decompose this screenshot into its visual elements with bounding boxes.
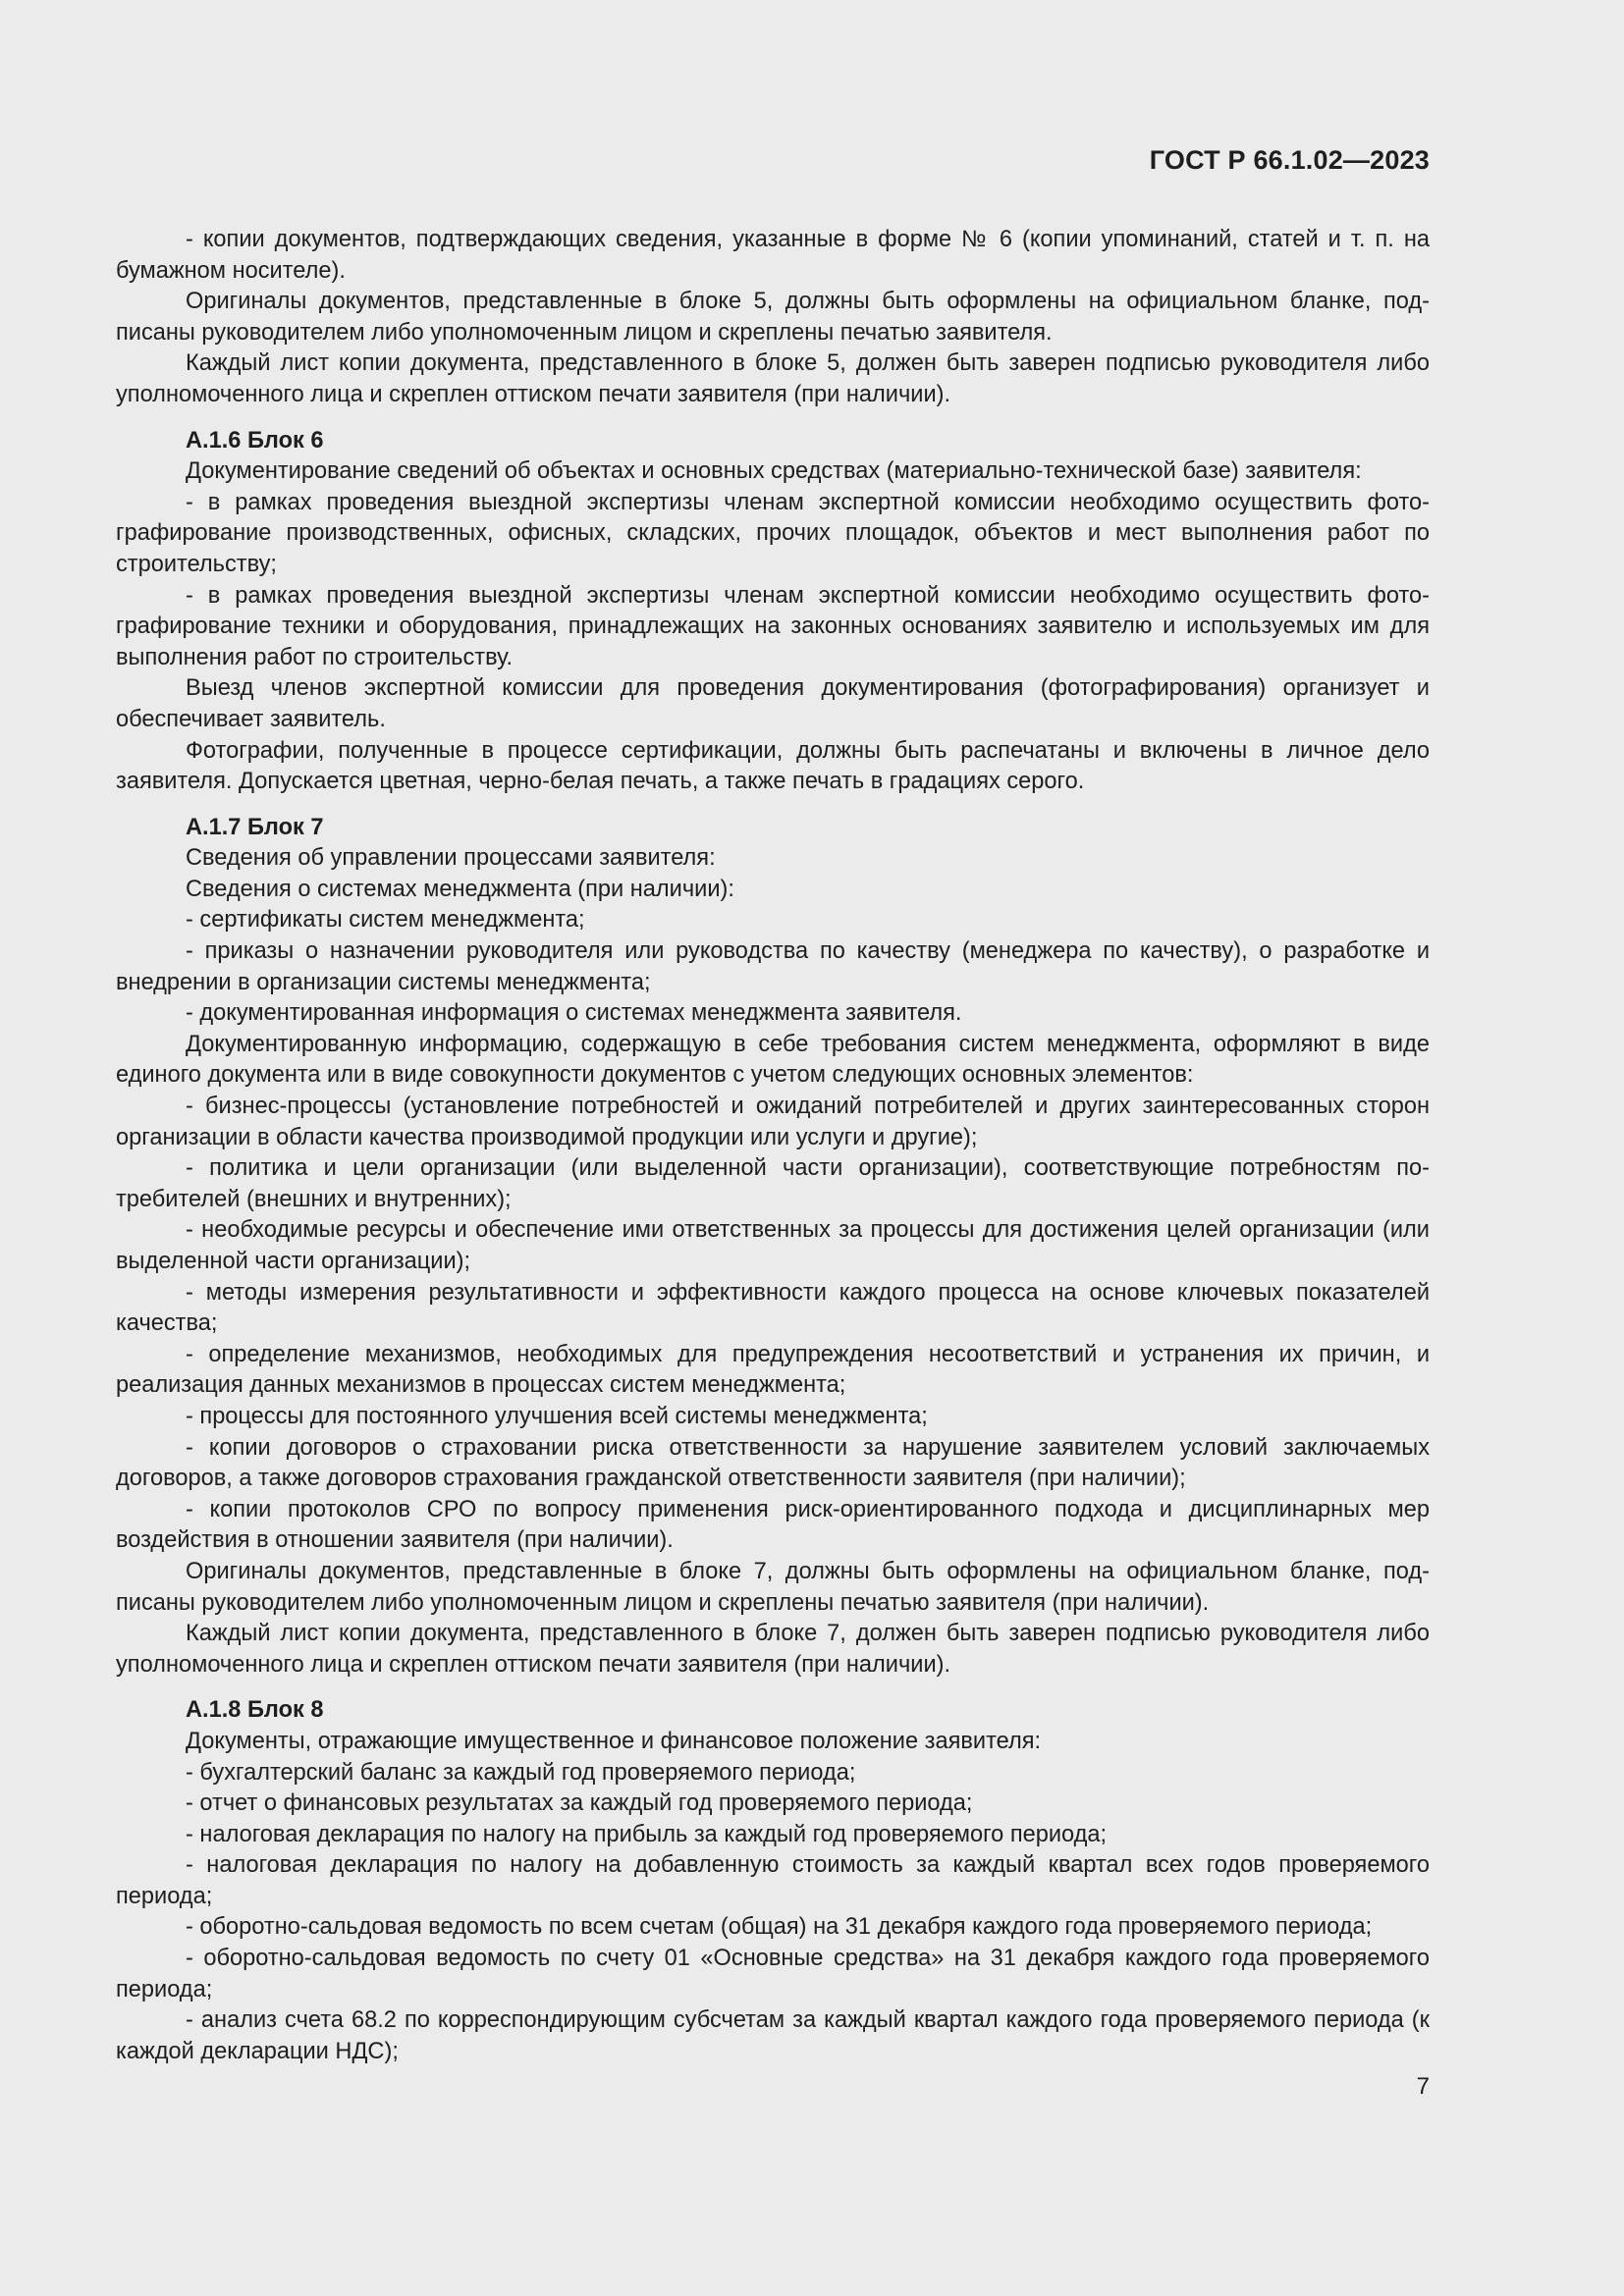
paragraph: Документы, отражающие имущественное и финансовое положение заявителя: — [186, 1728, 1042, 1754]
paragraph: - налоговая декларация по налогу на прибыль за каждый год проверяемого периода; — [186, 1821, 1108, 1847]
paragraph: Документирование сведений об объектах и основных средствах (материально-технической базе) заявителя: — [186, 458, 1362, 485]
paragraph: Фотографии, полученные в процессе сертификации, должны быть распечатаны и включены в личное дело заявителя. Допускается цветная, черно-белая печать, а также печать в градациях серого. — [116, 737, 1430, 795]
paragraph: - копии протоколов СРО по вопросу применения риск-ориентированного подхода и дисциплинарных мер воздействия в отношении заявителя (при наличии). — [116, 1496, 1430, 1554]
section-heading: А.1.7 Блок 7 — [186, 814, 324, 840]
paragraph: Документированную информацию, содержащую в себе требования систем менеджмента, оформляют в виде единого документа или в виде совокупности документов с учетом следующих основных элементов: — [116, 1031, 1430, 1089]
paragraph: - бизнес-процессы (установление потребностей и ожиданий потребителей и других заинтересованных сторон организации в области качества производимой продукции или услуги и другие); — [116, 1094, 1430, 1150]
paragraph: - копии договоров о страховании риска ответственности за нарушение заявителем условий заключаемых договоров, а также договоров страхования гражданской ответственности заявителя (при наличии); — [116, 1434, 1430, 1492]
paragraph: Выезд членов экспертной комиссии для проведения документирования (фотографирования) организует и обеспечивает заявитель. — [116, 675, 1430, 732]
paragraph: Оригиналы документов, представленные в блоке 5, должны быть оформлены на официальном бланке, подписаны руководителем либо уполномоченным лицом и скреплены печатью заявителя. — [116, 289, 1430, 346]
paragraph: - необходимые ресурсы и обеспечение ими ответственных за процессы для достижения целей организации (или выделенной части организации); — [116, 1217, 1430, 1274]
paragraph: - отчет о финансовых результатах за каждый год проверяемого периода; — [186, 1790, 973, 1817]
paragraph: - документированная информация о системах менеджмента заявителя. — [186, 1000, 962, 1027]
paragraph: Каждый лист копии документа, представленного в блоке 7, должен быть заверен подписью руководителя либо уполномоченного лица и скреплен оттиском печати заявителя (при наличии). — [116, 1621, 1430, 1678]
paragraph: - налоговая декларация по налогу на добавленную стоимость за каждый квартал всех годов проверяемого периода; — [116, 1852, 1430, 1909]
paragraph: - в рамках проведения выездной экспертизы членам экспертной комиссии необходимо осуществить фотографирование техники и оборудования, принадлежащих на законных основаниях заявителю и используемых им для выполнения работ по строительству. — [116, 582, 1430, 670]
page-number: 7 — [1416, 2073, 1430, 2100]
paragraph: Сведения о системах менеджмента (при наличии): — [186, 876, 734, 902]
paragraph: Каждый лист копии документа, представленного в блоке 5, должен быть заверен подписью руководителя либо уполномоченного лица и скреплен оттиском печати заявителя (при наличии). — [116, 350, 1430, 407]
paragraph: - методы измерения результативности и эффективности каждого процесса на основе ключевых показателей качества; — [116, 1279, 1430, 1337]
paragraph: - приказы о назначении руководителя или руководства по качеству (менеджера по качеству), о разработке и внедрении в организации системы менеджмента; — [116, 938, 1430, 995]
paragraph: - оборотно-сальдовая ведомость по всем счетам (общая) на 31 декабря каждого года проверяемого периода; — [186, 1914, 1373, 1941]
document-header: ГОСТ Р 66.1.02—2023 — [1149, 145, 1430, 175]
paragraph: - процессы для постоянного улучшения всей системы менеджмента; — [186, 1403, 928, 1429]
paragraph: - оборотно-сальдовая ведомость по счету 01 «Основные средства» на 31 декабря каждого года проверяемого периода; — [116, 1946, 1430, 2002]
paragraph: Оригиналы документов, представленные в блоке 7, должны быть оформлены на официальном бланке, подписаны руководителем либо уполномоченным лицом и скреплены печатью заявителя (при наличии). — [116, 1558, 1430, 1616]
paragraph: - копии документов, подтверждающих сведения, указанные в форме № 6 (копии упоминаний, статей и т. п. на бумажном носителе). — [116, 227, 1430, 284]
paragraph: - определение механизмов, необходимых для предупреждения несоответствий и устранения их причин, и реализация данных механизмов в процессах систем менеджмента; — [116, 1341, 1430, 1399]
paragraph: - в рамках проведения выездной экспертизы членам экспертной комиссии необходимо осуществить фотографирование производственных, офисных, складских, прочих площадок, объектов и мест выполнения работ по строительству; — [116, 489, 1430, 577]
paragraph: - бухгалтерский баланс за каждый год проверяемого периода; — [186, 1759, 856, 1786]
section-heading: А.1.8 Блок 8 — [186, 1697, 324, 1724]
document-body — [116, 225, 1430, 2067]
paragraph: - политика и цели организации (или выделенной части организации), соответствующие потребностям потребителей (внешних и внутренних); — [116, 1155, 1430, 1212]
section-heading: А.1.6 Блок 6 — [186, 427, 324, 454]
paragraph: - сертификаты систем менеджмента; — [186, 907, 585, 934]
paragraph: Сведения об управлении процессами заявителя: — [186, 845, 716, 872]
paragraph: - анализ счета 68.2 по корреспондирующим субсчетам за каждый квартал каждого года проверяемого периода (к каждой декларации НДС); — [116, 2007, 1430, 2064]
